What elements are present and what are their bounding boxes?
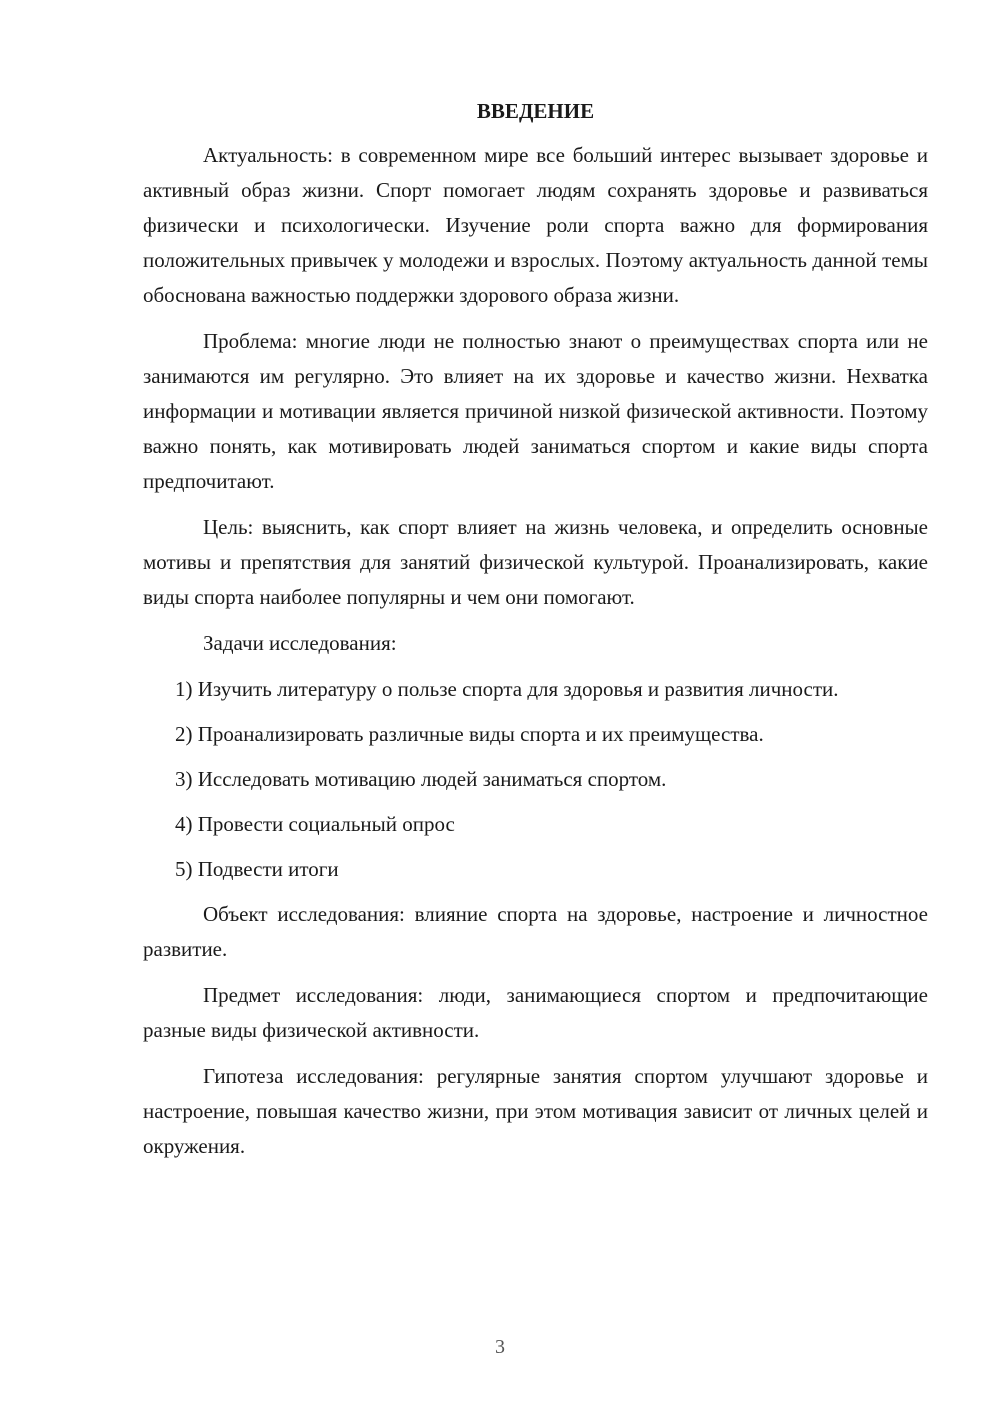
paragraph-subject: Предмет исследования: люди, занимающиеся спортом и предпочитающие разные виды физической активности.	[143, 983, 928, 1042]
page-number: 3	[495, 1336, 505, 1358]
list-item: 5) Подвести итоги	[175, 857, 339, 881]
tasks-list	[143, 672, 928, 887]
paragraph-hypothesis: Гипотеза исследования: регулярные занятия спортом улучшают здоровье и настроение, повышая качество жизни, при этом мотивация зависит от личных целей и окружения.	[143, 1064, 928, 1158]
list-item: 3) Исследовать мотивацию людей заниматься спортом.	[175, 767, 667, 791]
paragraph-object: Объект исследования: влияние спорта на здоровье, настроение и личностное развитие.	[143, 902, 928, 961]
page-content	[143, 96, 928, 1175]
list-item: 4) Провести социальный опрос	[175, 812, 455, 836]
paragraph-goal: Цель: выяснить, как спорт влияет на жизнь человека, и определить основные мотивы и препятствия для занятий физической культурой. Проанализировать, какие виды спорта наиболее популярны и чем они помогают.	[143, 515, 928, 609]
list-item: 1) Изучить литературу о пользе спорта для здоровья и развития личности.	[175, 677, 839, 701]
paragraph-relevance: Актуальность: в современном мире все больший интерес вызывает здоровье и активный образ жизни. Спорт помогает людям сохранять здоровье и развиваться физически и психологически. Изучение роли спорта важно для формирования положительных привычек у молодежи и взрослых. Поэтому актуальность данной темы обоснована важностью поддержки здорового образа жизни.	[143, 143, 928, 307]
list-item: 2) Проанализировать различные виды спорта и их преимущества.	[175, 722, 764, 746]
page-title: ВВЕДЕНИЕ	[476, 99, 595, 123]
paragraph-problem: Проблема: многие люди не полностью знают о преимуществах спорта или не занимаются им регулярно. Это влияет на их здоровье и качество жизни. Нехватка информации и мотивации является причиной низкой физической активности. Поэтому важно понять, как мотивировать людей заниматься спортом и какие виды спорта предпочитают.	[143, 329, 928, 493]
tasks-heading: Задачи исследования:	[203, 631, 397, 655]
